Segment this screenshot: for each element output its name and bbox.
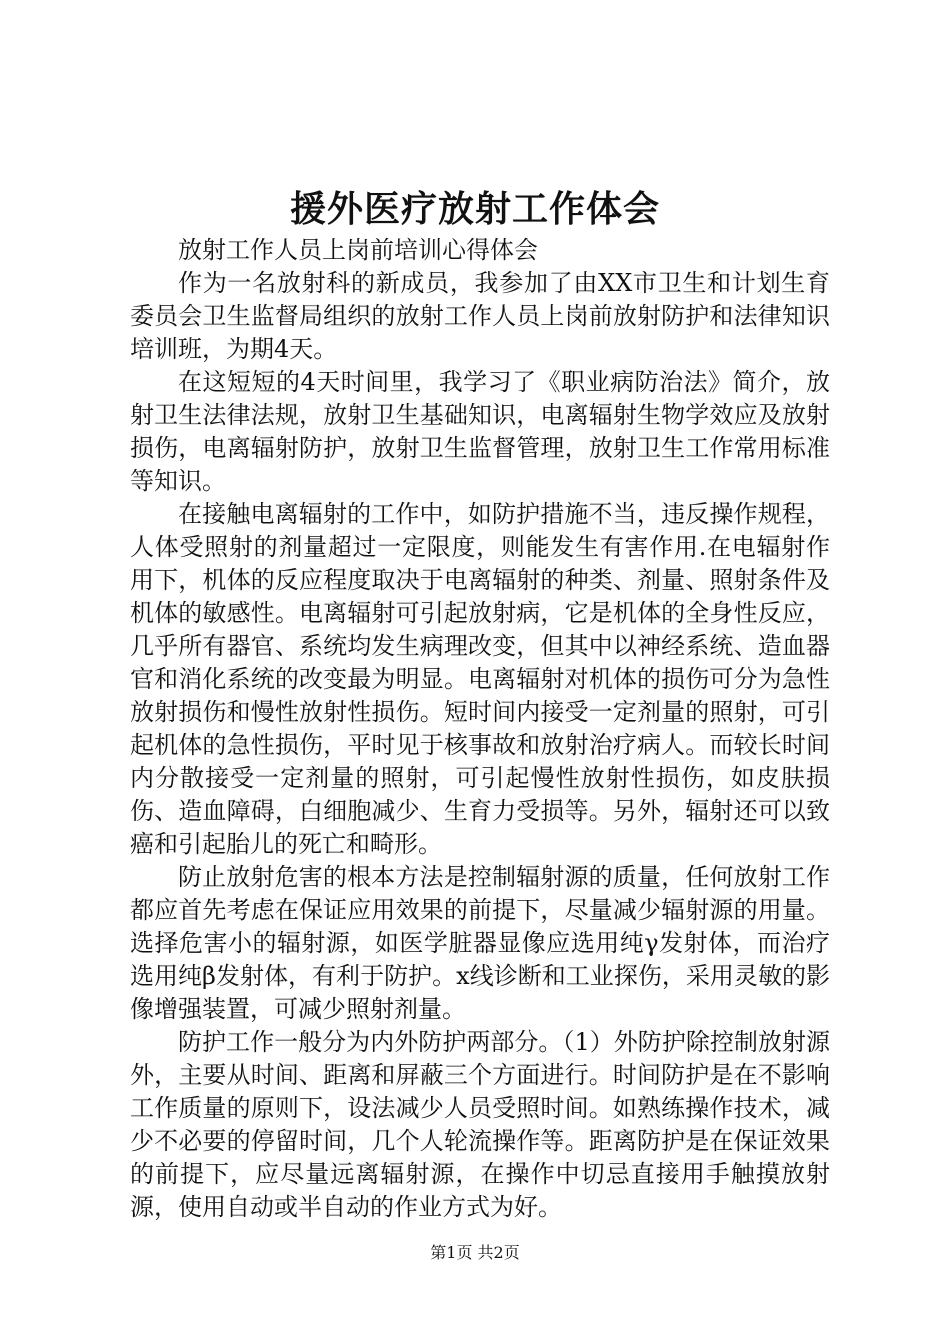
paragraph-intro: 作为一名放射科的新成员，我参加了由XX市卫生和计划生育委员会卫生监督局组织的放射工作人员上岗前放射防护和法律知识培训班，为期4天。 bbox=[130, 269, 830, 363]
page-footer: 第1页 共2页 bbox=[430, 1243, 520, 1262]
document-body bbox=[130, 234, 830, 1224]
document-title: 援外医疗放射工作体会 bbox=[289, 188, 660, 230]
paragraph-training-content: 在这短短的4天时间里，我学习了《职业病防治法》简介，放射卫生法律法规，放射卫生基础知识，电离辐射生物学效应及放射损伤，电离辐射防护，放射卫生监督管理，放射卫生工作常用标准等知识。 bbox=[130, 368, 830, 495]
paragraph-radiation-effects: 在接触电离辐射的工作中，如防护措施不当，违反操作规程，人体受照射的剂量超过一定限度，则能发生有害作用.在电辐射作用下，机体的反应程度取决于电离辐射的种类、剂量、照射条件及机体的敏感性。电离辐射可引起放射病，它是机体的全身性反应，几乎所有器官、系统均发生病理改变，但其中以神经系统、造血器官和消化系统的改变最为明显。电离辐射对机体的损伤可分为急性放射损伤和慢性放射性损伤。短时间内接受一定剂量的照射，可引起机体的急性损伤，平时见于核事故和放射治疗病人。而较长时间内分散接受一定剂量的照射，可引起慢性放射性损伤，如皮肤损伤、造血障碍，白细胞减少、生育力受损等。另外，辐射还可以致癌和引起胎儿的死亡和畸形。 bbox=[130, 500, 830, 858]
paragraph-hazard-prevention: 防止放射危害的根本方法是控制辐射源的质量，任何放射工作都应首先考虑在保证应用效果的前提下，尽量减少辐射源的用量。选择危害小的辐射源，如医学脏器显像应选用纯γ发射体，而治疗选用纯β发射体，有利于防护。x线诊断和工业探伤，采用灵敏的影像增强装置，可减少照射剂量。 bbox=[130, 863, 830, 1023]
paragraph-subtitle: 放射工作人员上岗前培训心得体会 bbox=[178, 236, 538, 264]
paragraph-protection-methods: 防护工作一般分为内外防护两部分。（1）外防护除控制放射源外，主要从时间、距离和屏蔽三个方面进行。时间防护是在不影响工作质量的原则下，设法减少人员受照时间。如熟练操作技术，减少不必要的停留时间，几个人轮流操作等。距离防护是在保证效果的前提下，应尽量远离辐射源，在操作中切忌直接用手触摸放射源，使用自动或半自动的作业方式为好。 bbox=[130, 1028, 830, 1221]
